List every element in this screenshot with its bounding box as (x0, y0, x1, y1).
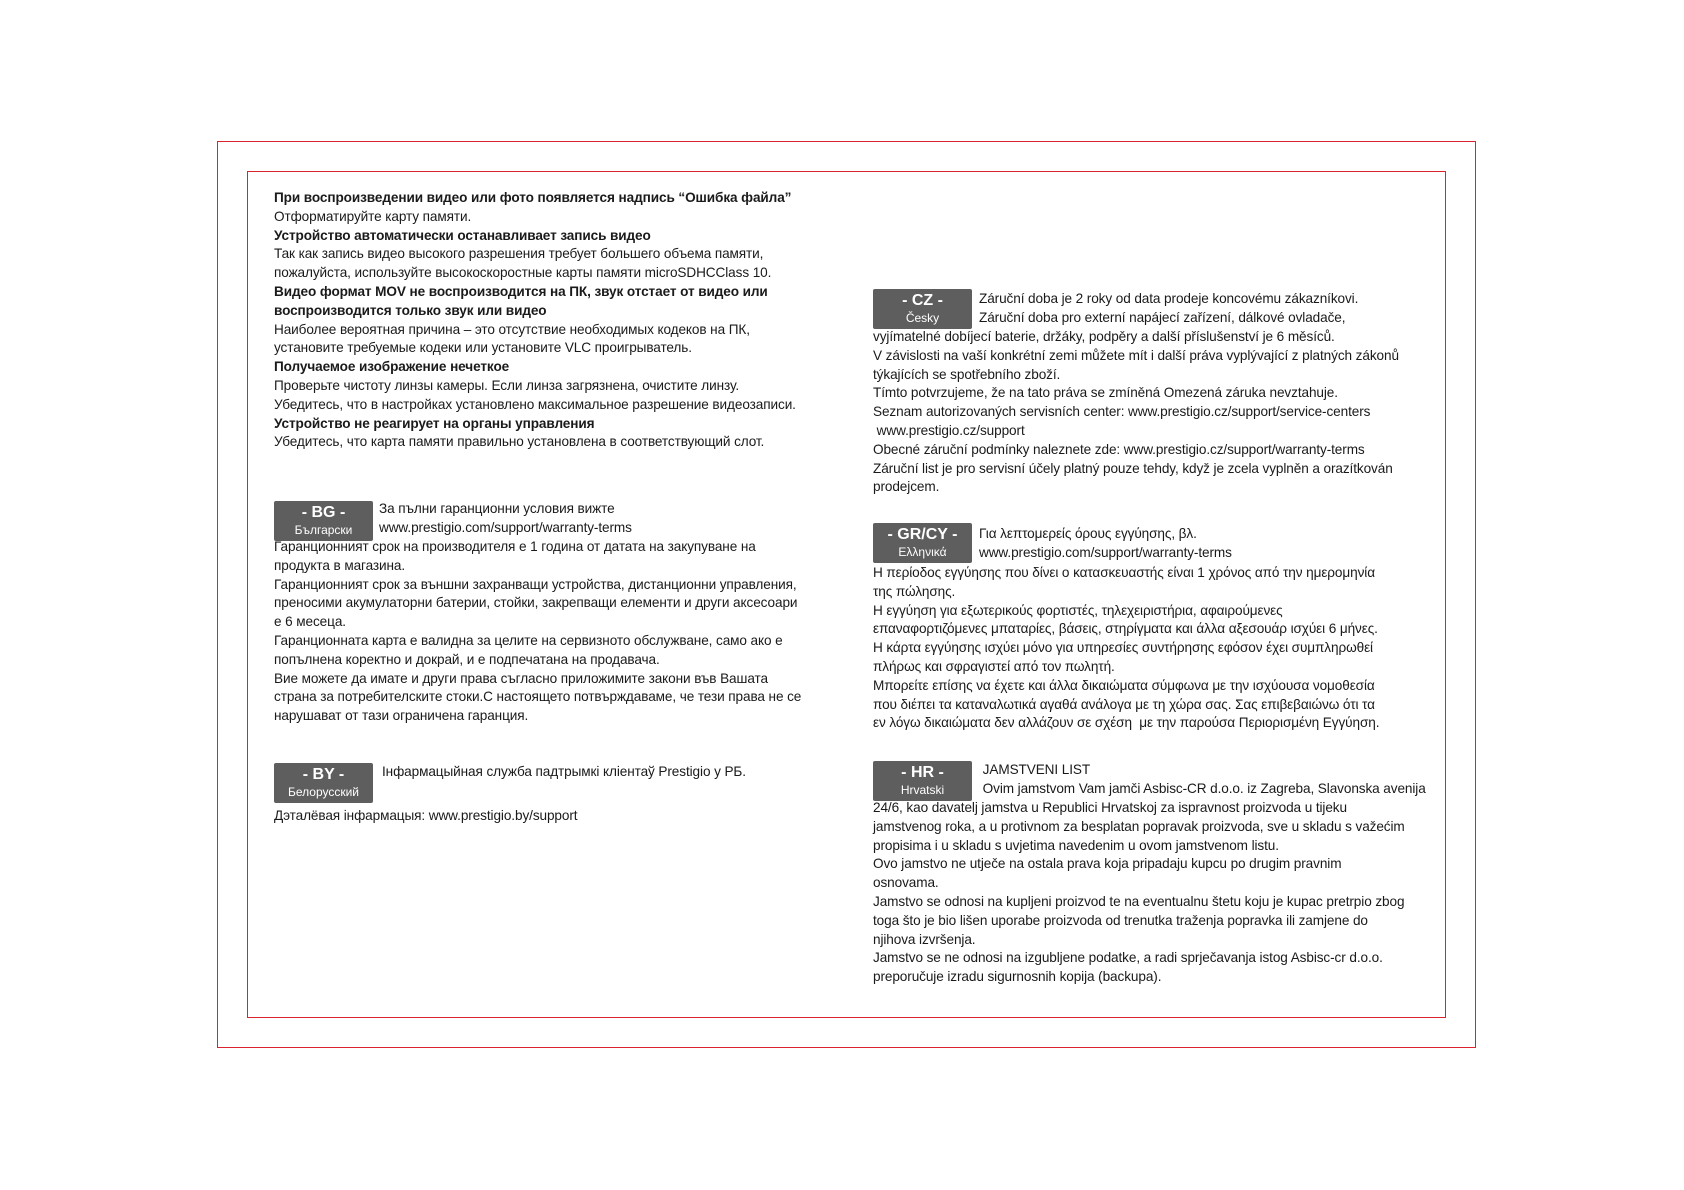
cz-body-text-line: Obecné záruční podmínky naleznete zde: www.prestigio.cz/support/warranty-terms (873, 441, 1365, 457)
bg-body-text-line: продукта в магазина. (274, 557, 406, 573)
ru-troubleshooting-section-heading: Видео формат MOV не воспроизводится на ПК, звук отстает от видео или (274, 283, 768, 299)
ru-troubleshooting-section-line: Убедитесь, что в настройках установлено максимальное разрешение видеозаписи. (274, 396, 796, 412)
ru-troubleshooting-section-line: пожалуйста, используйте высокоскоростные карты памяти microSDHCClass 10. (274, 265, 772, 281)
gr-side-text-line: Για λεπτομερείς όρους εγγύησης, βλ. (979, 526, 1197, 541)
bg-body-text-line: Гаранционният срок на производителя е 1 година от датата на закупуване на (274, 539, 756, 554)
ru-troubleshooting-section-heading: Устройство не реагирует на органы управления (274, 415, 595, 431)
cz-body-text-line: vyjímatelné dobíjecí baterie, držáky, podpěry a další příslušenství je 6 měsíců. (873, 329, 1335, 344)
ru-troubleshooting-section-line: Отформатируйте карту памяти. (274, 208, 472, 224)
by-body-text-line: Дэталёвая інфармацыя: www.prestigio.by/support (274, 808, 578, 823)
ru-troubleshooting-section-line: Убедитесь, что карта памяти правильно установлена в соответствующий слот. (274, 434, 765, 450)
gr-body-text (873, 564, 1379, 733)
hr-badge-code: - HR - (901, 764, 944, 781)
cz-body-text (873, 328, 1399, 497)
cz-badge-code: - CZ - (902, 292, 943, 309)
hr-body-text-line: jamstvenog roka, a u protivnom za besplatan popravak proizvoda, sve u skladu s važećim (873, 818, 1405, 834)
gr-body-text-line: Η εγγύηση για εξωτερικούς φορτιστές, τηλεχειριστήρια, αφαιρούμενες (873, 602, 1283, 618)
hr-body-text-line: propisima i u skladu s uvjetima navedenim u ovom jamstvenom listu. (873, 837, 1279, 853)
gr-body-text-line: Μπορείτε επίσης να έχετε και άλλα δικαιώματα σύμφωνα με την ισχύουσα νομοθεσία (873, 677, 1375, 693)
hr-badge-lang: Hrvatski (900, 783, 945, 797)
gr-language-badge (873, 523, 972, 563)
hr-body-text-line: Ovo jamstvo ne utječe na ostala prava koja pripadaju kupcu po drugim pravnim (873, 856, 1342, 872)
ru-troubleshooting-section-line: Наиболее вероятная причина – это отсутствие необходимых кодеков на ПК, (274, 321, 750, 337)
ru-troubleshooting-section-heading: воспроизводится только звук или видео (274, 302, 547, 318)
hr-body-text-line: preporučuje izradu sigurnosnih kopija (backupa). (873, 969, 1162, 985)
gr-body-text-line: επαναφορτιζόμενες μπαταρίες, βάσεις, στηρίγματα και άλλα αξεσουάρ ισχύει 6 μήνες. (873, 621, 1378, 637)
bg-body-text-line: Гаранционната карта е валидна за целите на сервизното обслужване, само ако е (274, 632, 783, 648)
gr-body-text-line: της πώλησης. (873, 583, 956, 599)
cz-body-text-line: Tímto potvrzujeme, že na tato práva se zmíněná Omezená záruka nevztahuje. (873, 385, 1338, 401)
by-badge-lang: Белорусский (287, 785, 360, 799)
ru-troubleshooting-section-line: установите требуемые кодеки или установите VLC проигрыватель. (274, 340, 692, 356)
bg-body-text-line: страна за потребителските стоки.С настоящето потвърждаваме, че тези права не се (274, 689, 802, 705)
bg-body-text-line: е 6 месеца. (274, 614, 346, 630)
gr-body-text-line: πλήρως και σφραγιστεί από τον πωλητή. (873, 658, 1115, 674)
bg-body-text-line: Гаранционният срок за външни захранващи устройства, дистанционни управления, (274, 576, 797, 592)
ru-troubleshooting-section (274, 189, 796, 452)
hr-side-text-line: JAMSTVENI LIST (979, 762, 1091, 777)
hr-body-text (873, 799, 1405, 987)
gr-body-text-line: Η κάρτα εγγύησης ισχύει μόνο για υπηρεσίες συντήρησης εφόσον έχει συμπληρωθεί (873, 640, 1373, 656)
cz-body-text-line: Záruční list je pro servisní účely platný pouze tehdy, když je zcela vyplněn a orazítkován (873, 460, 1393, 476)
bg-body-text (274, 538, 801, 726)
hr-body-text-line: Jamstvo se ne odnosi na izgubljene podatke, a radi sprječavanja istog Asbisc-cr d.o.o. (873, 950, 1383, 966)
cz-body-text-line: Seznam autorizovaných servisních center: www.prestigio.cz/support/service-centers (873, 404, 1371, 420)
gr-side-text (979, 525, 1232, 563)
by-side-text-line: Інфармацыйная служба падтрымкі кліентаў Prestigio у РБ. (382, 764, 746, 779)
ru-troubleshooting-section-line: Так как запись видео высокого разрешения требует большего объема памяти, (274, 246, 764, 262)
gr-body-text-line: Η περίοδος εγγύησης που δίνει ο κατασκευαστής είναι 1 χρόνος από την ημερομηνία (873, 565, 1375, 580)
ru-troubleshooting-section-heading: При воспроизведении видео или фото появляется надпись “Ошибка файла” (274, 190, 792, 205)
gr-badge-lang: Ελληνικά (898, 545, 947, 559)
cz-side-text-line: Záruční doba pro externí napájecí zařízení, dálkové ovladače, (979, 309, 1346, 325)
ru-troubleshooting-section-heading: Устройство автоматически останавливает запись видео (274, 227, 651, 243)
hr-body-text-line: Jamstvo se odnosi na kupljeni proizvod te na eventualnu štetu koju je kupac pretrpio zbog (873, 893, 1405, 909)
cz-language-badge (873, 289, 972, 329)
bg-side-text-line: За пълни гаранционни условия вижте (379, 501, 615, 516)
gr-side-text-line: www.prestigio.com/support/warranty-terms (979, 544, 1232, 560)
cz-body-text-line: prodejcem. (873, 479, 940, 495)
gr-body-text-line: που διέπει τα καταναλωτικά αγαθά ανάλογα με τη χώρα σας. Σας επιβεβαιώνω ότι τα (873, 696, 1375, 712)
bg-side-text-line: www.prestigio.com/support/warranty-terms (379, 519, 632, 535)
hr-language-badge (873, 761, 972, 801)
bg-body-text-line: нарушават от тази ограничена гаранция. (274, 708, 529, 724)
by-side-text (382, 763, 746, 782)
hr-side-text (979, 761, 1426, 799)
ru-troubleshooting-section-line: Проверьте чистоту линзы камеры. Если линза загрязнена, очистите линзу. (274, 377, 740, 393)
bg-body-text-line: попълнена коректно и докрай, и е подпечатана на продавача. (274, 651, 660, 667)
bg-body-text-line: преносими акумулаторни батерии, стойки, закрепващи елементи и други аксесоари (274, 595, 798, 611)
gr-badge-code: - GR/CY - (887, 526, 958, 543)
ru-troubleshooting-section-heading: Получаемое изображение нечеткое (274, 359, 510, 375)
cz-side-text-line: Záruční doba je 2 roky od data prodeje koncovému zákazníkovi. (979, 291, 1359, 306)
bg-body-text-line: Вие можете да имате и други права съгласно приложимите закони във Вашата (274, 670, 768, 686)
cz-side-text (979, 290, 1358, 328)
bg-side-text (379, 500, 632, 538)
by-badge-code: - BY - (302, 766, 345, 783)
bg-badge-lang: Български (294, 523, 353, 537)
by-body-text (274, 807, 577, 826)
cz-body-text-line: www.prestigio.cz/support (873, 422, 1025, 438)
hr-body-text-line: 24/6, kao davatelj jamstva u Republici Hrvatskoj za ispravnost proizvoda u tijeku (873, 800, 1347, 815)
hr-body-text-line: toga što je bio lišen uporabe proizvoda od trenutka traženja popravka ili zamjene do (873, 912, 1368, 928)
hr-side-text-line: Ovim jamstvom Vam jamči Asbisc-CR d.o.o. iz Zagreba, Slavonska avenija (979, 780, 1426, 796)
cz-body-text-line: týkajících se spotřebního zboží. (873, 366, 1061, 382)
hr-body-text-line: osnovama. (873, 875, 939, 891)
hr-body-text-line: njihova izvršenja. (873, 931, 976, 947)
cz-body-text-line: V závislosti na vaší konkrétní zemi můžete mít i další práva vyplývající z platných zákonů (873, 347, 1399, 363)
gr-body-text-line: εν λόγω δικαιώματα δεν αλλάζουν σε σχέση με την παρούσα Περιορισμένη Εγγύηση. (873, 715, 1380, 731)
by-language-badge (274, 763, 373, 803)
bg-language-badge (274, 501, 373, 541)
bg-badge-code: - BG - (301, 504, 346, 521)
cz-badge-lang: Česky (905, 311, 940, 325)
